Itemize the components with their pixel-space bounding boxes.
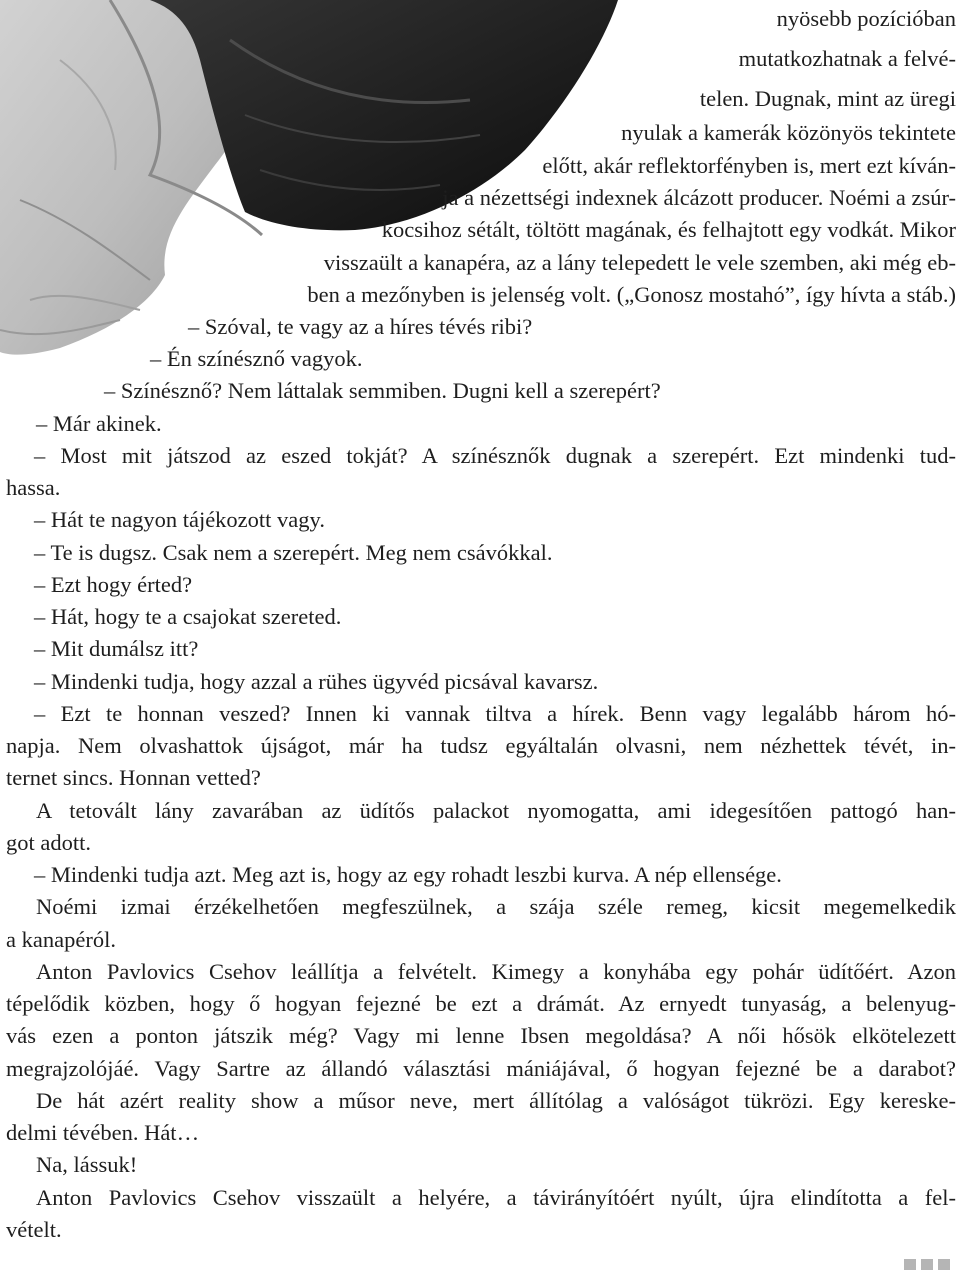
paragraph-line: megrajzolójáé. Vagy Sartre az állandó választási mániájával, ő hogyan fejezné be a darabot? [6,1056,956,1081]
dialogue-line: – Te is dugsz. Csak nem a szerepért. Meg nem csávókkal. [34,540,553,565]
dialogue-line: – Hát, hogy te a csajokat szereted. [34,604,342,629]
text-line: ja a nézettségi indexnek álcázott producer. Noémi a zsúr- [442,185,956,210]
paragraph-line: a kanapéról. [6,927,116,952]
dialogue-line: – Ezt te honnan veszed? Innen ki vannak tiltva a hírek. Benn vagy legalább három hó- [34,701,956,726]
text-line: mutatkozhatnak a felvé- [738,46,956,71]
paragraph-line: De hát azért reality show a műsor neve, mert állítólag a valóságot tükrözi. Egy kereske- [36,1088,956,1113]
dialogue-line: napja. Nem olvashattok újságot, már ha tudsz egyáltalán olvasni, nem nézhettek tévét, in- [6,733,956,758]
dialogue-line: hassa. [6,475,61,500]
text-line: nyösebb pozícióban [776,6,956,31]
paragraph-line: vás ezen a ponton játszik még? Vagy mi lenne Ibsen megoldása? A női hősök elkötelezett [6,1023,956,1048]
dialogue-line: – Most mit játszod az eszed tokját? A színésznők dugnak a szerepért. Ezt mindenki tud- [34,443,956,468]
end-square [904,1259,916,1270]
paragraph-line: Anton Pavlovics Csehov leállítja a felvételt. Kimegy a konyhába egy pohár üdítőért. Azon [36,959,956,984]
paragraph-line: Anton Pavlovics Csehov visszaült a helyére, a távirányítóért nyúlt, újra elindította a fel- [36,1185,956,1210]
end-square [921,1259,933,1270]
paragraph-line: Na, lássuk! [36,1152,138,1177]
text-line: kocsihoz sétált, töltött magának, és felhajtott egy vodkát. Mikor [381,217,956,242]
paragraph-line: tépelődik közben, hogy ő hogyan fejezné be ezt a drámát. Az ernyedt tunyaság, a belenyug- [6,991,956,1016]
dialogue-line: ternet sincs. Honnan vetted? [6,765,261,790]
dialogue-line: – Már akinek. [36,411,162,436]
paragraph-line: got adott. [6,830,91,855]
dialogue-line: – Szóval, te vagy az a híres tévés ribi? [188,314,533,339]
text-line: előtt, akár reflektorfényben is, mert ezt kíván- [542,153,956,178]
end-of-article-mark [904,1259,950,1270]
dialogue-line: – Ezt hogy érted? [34,572,193,597]
text-line: telen. Dugnak, mint az üregi [699,86,956,111]
dialogue-line: – Mindenki tudja, hogy azzal a rühes ügyvéd picsával kavarsz. [34,669,599,694]
end-square [938,1259,950,1270]
paragraph-line: vételt. [6,1217,62,1242]
dialogue-line: – Mindenki tudja azt. Meg azt is, hogy az egy rohadt leszbi kurva. A nép ellensége. [34,862,782,887]
text-line: ben a mezőnyben is jelenség volt. („Gonosz mostahó”, így hívta a stáb.) [307,282,956,307]
text-line: visszaült a kanapéra, az a lány telepedett le vele szemben, aki még eb- [323,250,956,275]
dialogue-line: – Mit dumálsz itt? [34,636,199,661]
paragraph-line: Noémi izmai érzékelhetően megfeszülnek, a szája széle remeg, kicsit megemelkedik [36,894,956,919]
dialogue-line: – Színésznő? Nem láttalak semmiben. Dugni kell a szerepért? [104,378,661,403]
dialogue-line: – Hát te nagyon tájékozott vagy. [34,507,325,532]
text-line: nyulak a kamerák közönyös tekintete [621,120,956,145]
dialogue-line: – Én színésznő vagyok. [150,346,363,371]
paragraph-line: A tetovált lány zavarában az üdítős palackot nyomogatta, ami idegesítően pattogó han- [36,798,956,823]
paragraph-line: delmi tévében. Hát… [6,1120,200,1145]
